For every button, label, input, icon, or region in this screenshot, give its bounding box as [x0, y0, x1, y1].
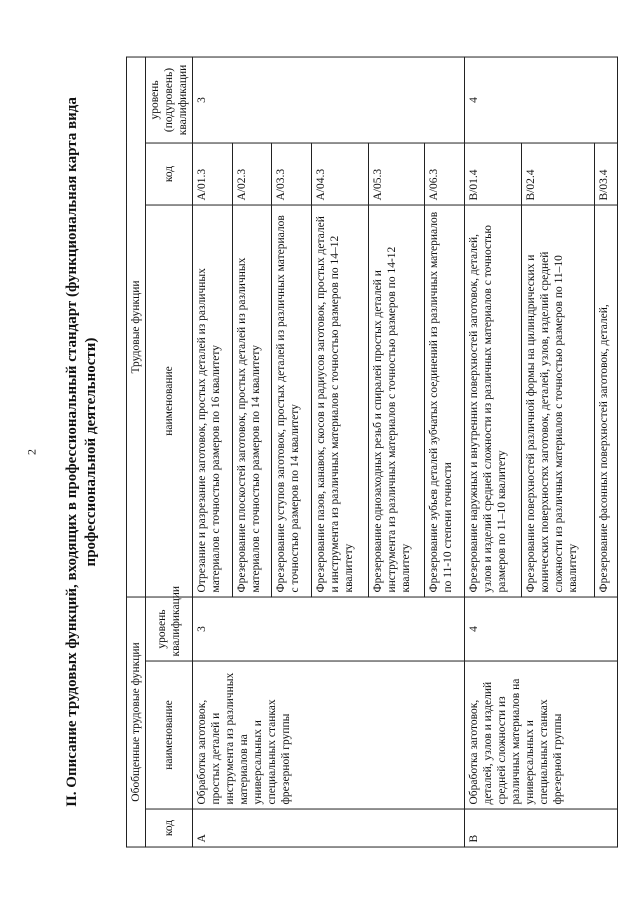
function-name: Фрезерование однозаходных резьб и спиралей простых деталей и инструмента из различных материалов с точностью размеров по 14-12 квалитету: [368, 205, 425, 597]
function-code: B/01.4: [465, 143, 522, 205]
header-name: наименование: [146, 661, 193, 809]
function-code: A/03.3: [272, 143, 312, 205]
function-code: B/02.4: [521, 143, 594, 205]
table-row: [193, 57, 233, 847]
function-code: A/02.3: [232, 143, 272, 205]
header-level: уровень квалификации: [146, 597, 193, 661]
header-labor-functions: Трудовые функции: [127, 57, 146, 597]
group-level: 3: [193, 597, 465, 661]
table-body: [193, 57, 618, 847]
group-name: Обработка заготовок, деталей, узлов и изделий средней сложности из различных материалов на универсальных и специальных станках фрезерной группы: [465, 661, 618, 809]
function-name: Фрезерование наружных и внутренних поверхностей заготовок, деталей, узлов и изделий средней сложности из различных материалов с точностью размеров по 11–10 квалитету: [465, 205, 522, 597]
page-number: 2: [24, 449, 39, 455]
group-code: A: [193, 809, 465, 847]
function-code: A/04.3: [312, 143, 369, 205]
header-tf-code: код: [146, 143, 193, 205]
table-header: [127, 57, 193, 847]
section-title: II. Описание трудовых функций, входящих в профессиональный стандарт (функциональная карта вида профессиональной деятельности): [64, 97, 99, 807]
function-sublevel: 4: [465, 57, 618, 143]
table-row: [465, 57, 522, 847]
header-code: код: [146, 809, 193, 847]
group-name: Обработка заготовок, простых деталей и инструмента из различных материалов на универсальных и специальных станках фрезерной группы: [193, 661, 465, 809]
function-sublevel: 3: [193, 57, 465, 143]
header-generalized: Обобщенные трудовые функции: [127, 597, 146, 847]
group-code: B: [465, 809, 618, 847]
functional-map-table: [126, 56, 618, 847]
function-name: Фрезерование плоскостей заготовок, простых деталей из различных материалов с точностью размеров по 14 квалитету: [232, 205, 272, 597]
group-level: 4: [465, 597, 618, 661]
function-name: Фрезерование фасонных поверхностей заготовок, деталей,: [595, 205, 618, 597]
function-code: A/06.3: [425, 143, 465, 205]
function-name: Фрезерование поверхностей различной формы на цилиндрических и конических поверхностях заготовок, деталей, узлов, изделий средней сложности из различных материалов с точностью размеров по 11–10 квалитету: [521, 205, 594, 597]
header-tf-name: наименование: [146, 205, 193, 597]
function-name: Фрезерование пазов, канавок, скосов и радиусов заготовок, простых деталей и инструмента из различных материалов с точностью размеров по 14–12 квалитету: [312, 205, 369, 597]
function-code: A/01.3: [193, 143, 233, 205]
function-name: Отрезание и разрезание заготовок, простых деталей из различных материалов с точностью размеров по 16 квалитету: [193, 205, 233, 597]
function-name: Фрезерование уступов заготовок, простых деталей из различных материалов с точностью размеров по 14 квалитету: [272, 205, 312, 597]
function-code: B/03.4: [595, 143, 618, 205]
header-sublevel: уровень (подуровень) квалификации: [146, 57, 193, 143]
function-code: A/05.3: [368, 143, 425, 205]
function-name: Фрезерование зубьев деталей зубчатых соединений из различных материалов по 11-10 степени точности: [425, 205, 465, 597]
